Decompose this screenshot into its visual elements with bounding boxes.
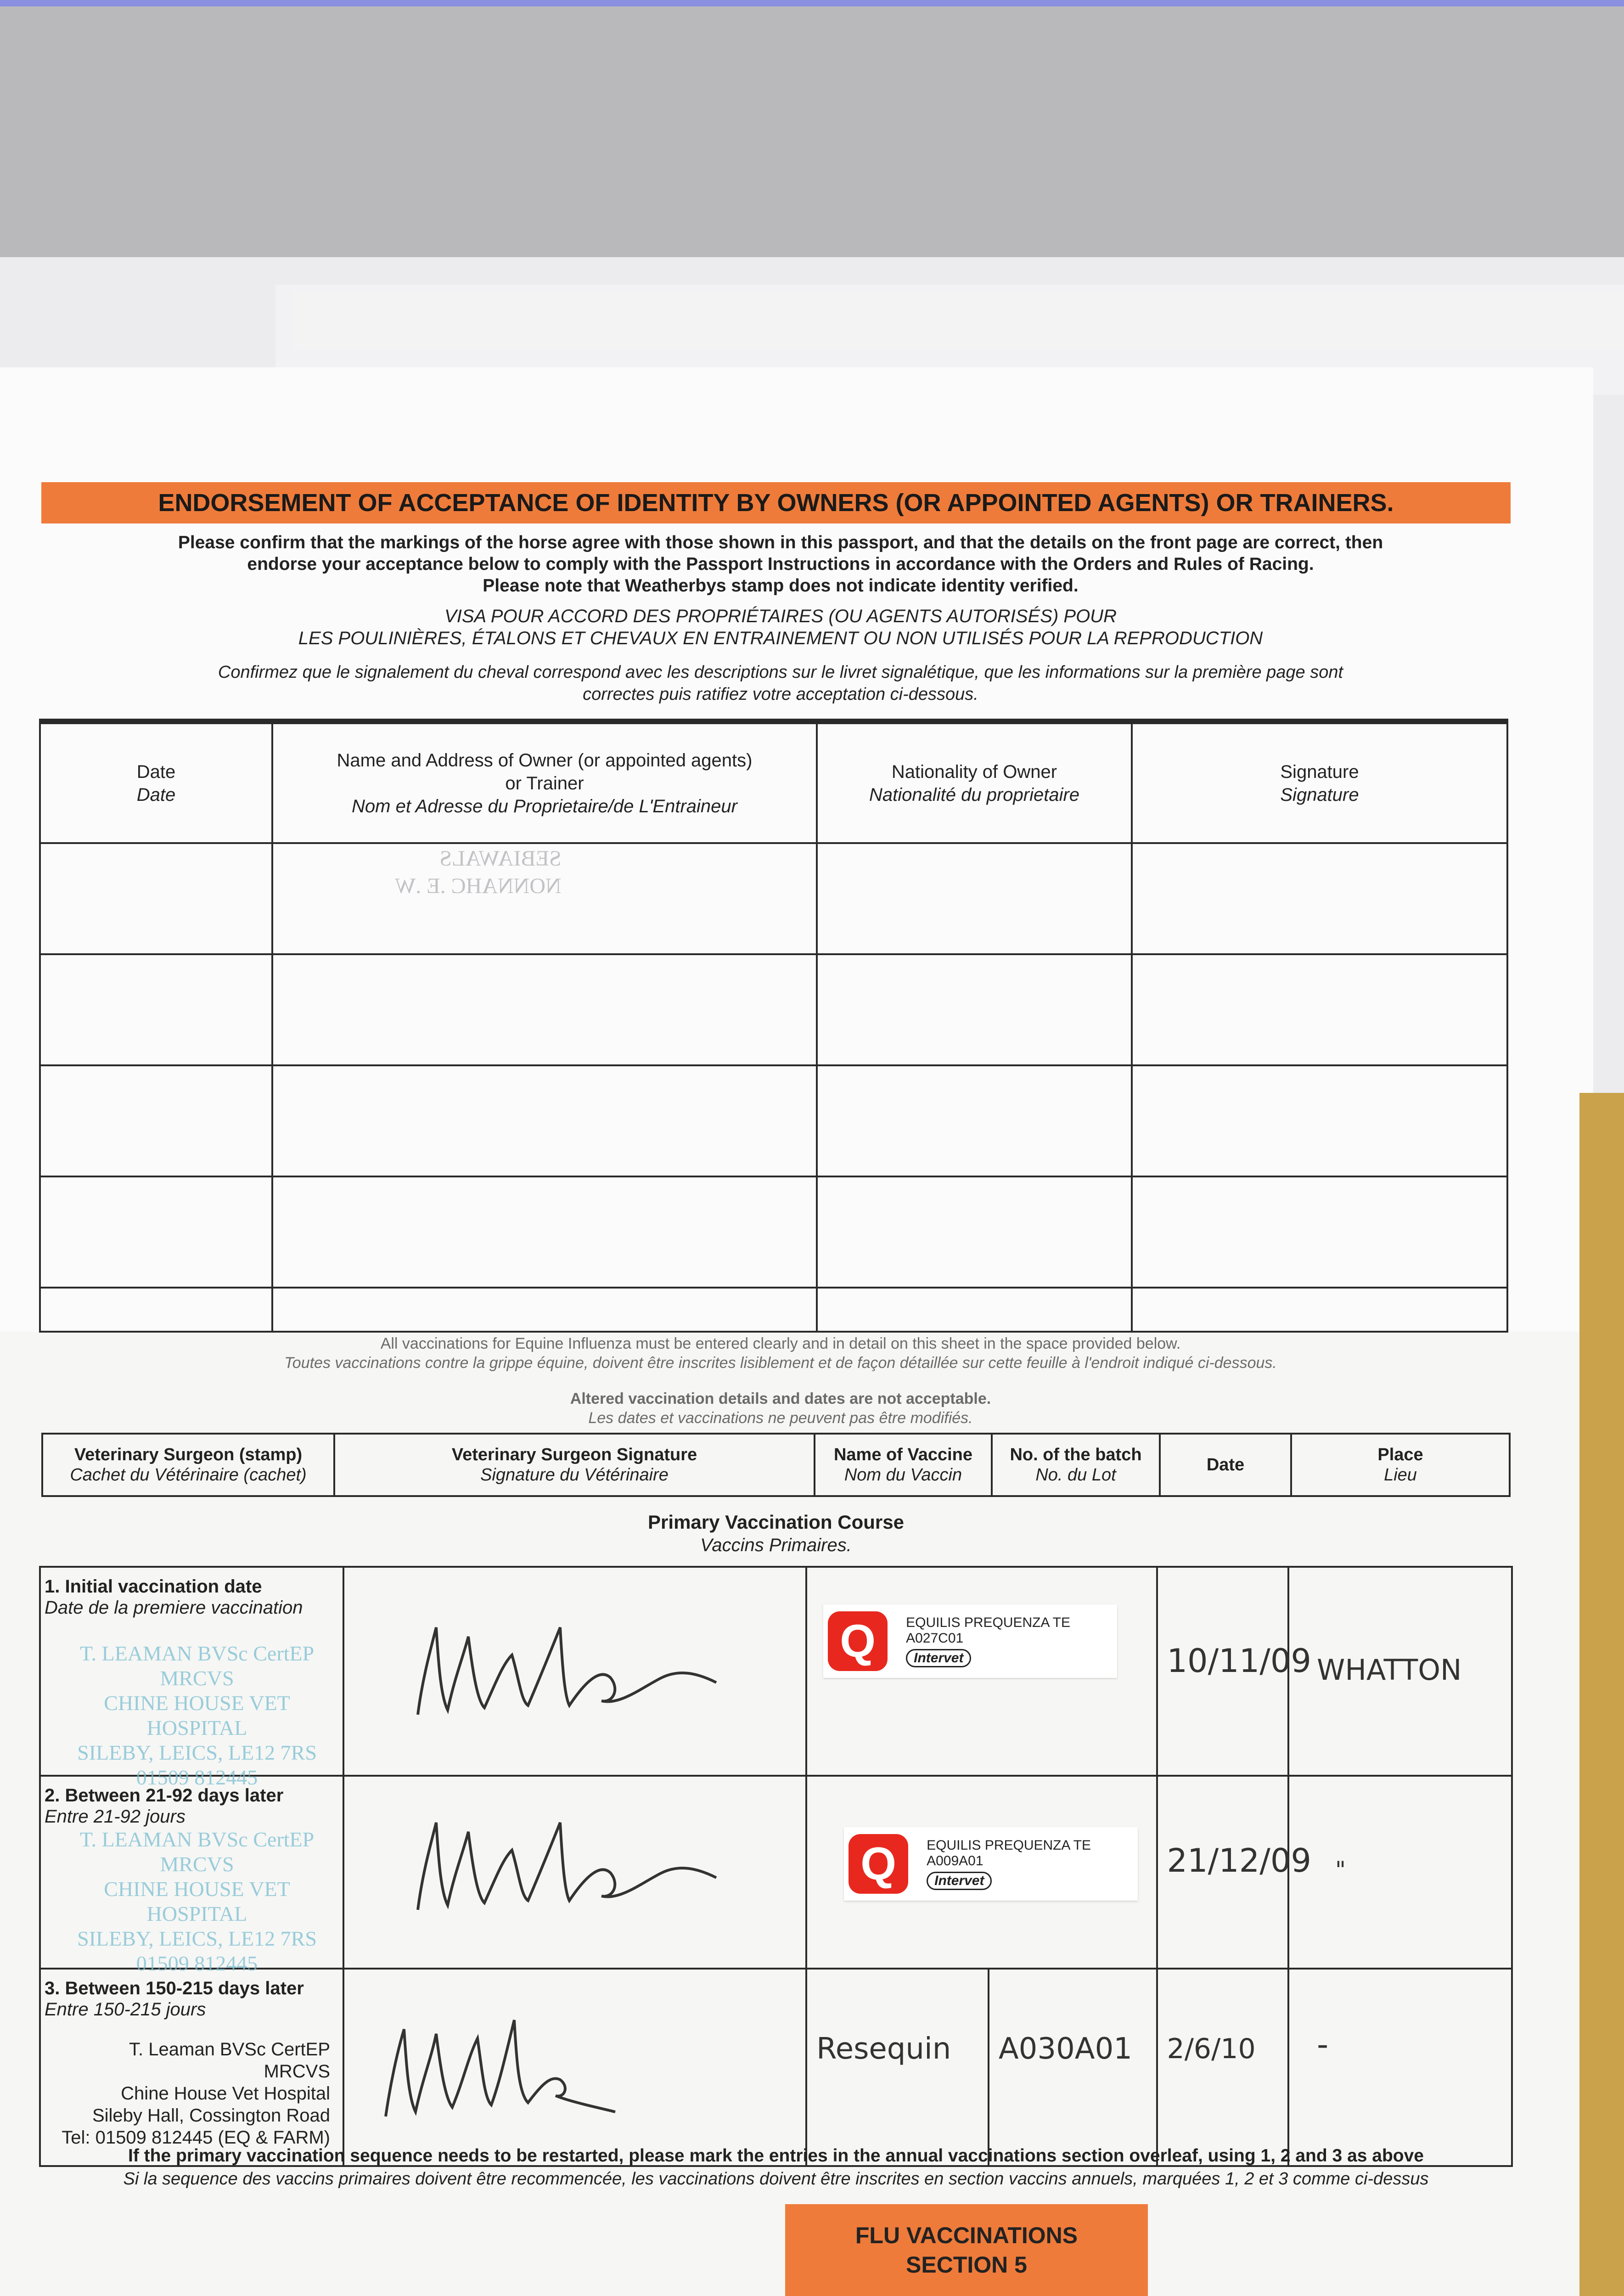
vaccination-date: 21/12/09 — [1167, 1842, 1311, 1880]
altered-en: Altered vaccination details and dates are not acceptable. — [570, 1390, 991, 1407]
stamp-line: CHINE HOUSE VET HOSPITAL — [104, 1877, 290, 1925]
vaccine-cell — [806, 1567, 1157, 1776]
vaccination-place: - — [1317, 2026, 1329, 2063]
vet-signature — [404, 1609, 725, 1728]
cell[interactable] — [817, 1065, 1132, 1176]
cell[interactable] — [1132, 1176, 1507, 1288]
faint-show-through-stamp — [395, 845, 562, 900]
col-place-fr: Lieu — [1384, 1465, 1417, 1485]
instruction-line: Please note that Weatherbys stamp does not indicate identity verified. — [483, 576, 1079, 596]
title-fr — [51, 605, 1511, 649]
signature-cell[interactable] — [343, 1776, 806, 1969]
vaccination-row-2 — [40, 1776, 1512, 1969]
col-date-fr: Date — [136, 784, 176, 805]
owner-row — [40, 954, 1507, 1065]
col-date-en: Date — [1206, 1455, 1245, 1474]
section-tab — [785, 2204, 1148, 2296]
vaccine-q-icon: Q — [849, 1834, 908, 1894]
step-title-fr: Entre 150-215 jours — [45, 1999, 206, 2020]
cell[interactable] — [817, 1288, 1132, 1332]
col-owner-en: Name and Address of Owner (or appointed agents) — [337, 750, 753, 771]
date-cell[interactable] — [1157, 1969, 1289, 2166]
cell[interactable] — [40, 843, 272, 954]
vet-stamp — [59, 2038, 330, 2149]
cell[interactable] — [40, 1065, 272, 1176]
cell[interactable] — [1132, 843, 1507, 954]
altered-fr: Les dates et vaccinations ne peuvent pas être modifiés. — [588, 1409, 973, 1427]
primary-course-title — [41, 1511, 1511, 1557]
batch-cell[interactable] — [989, 1969, 1157, 2166]
batch-number: A027C01 — [906, 1631, 964, 1646]
step-title: 3. Between 150-215 days later — [45, 1978, 304, 1998]
primary-title-en: Primary Vaccination Course — [648, 1511, 904, 1533]
col-vet-signature-en: Veterinary Surgeon Signature — [451, 1445, 697, 1464]
col-vet-signature — [334, 1434, 815, 1496]
col-nationality — [817, 721, 1132, 843]
vet-stamp — [68, 1641, 326, 1790]
stamp-line: Chine House Vet Hospital — [121, 2083, 330, 2104]
vaccine-name: EQUILIS PREQUENZA TE — [927, 1838, 1091, 1853]
col-signature-fr: Signature — [1280, 784, 1359, 805]
vaccination-intro — [51, 1334, 1511, 1373]
sticker-text — [927, 1838, 1091, 1890]
vaccination-header-row — [42, 1434, 1510, 1496]
vet-signature — [404, 1804, 725, 1924]
vaccination-row-1 — [40, 1567, 1512, 1776]
instructions-fr — [51, 661, 1511, 705]
col-vaccine-name-fr: Nom du Vaccin — [844, 1465, 962, 1485]
stamp-line: 01509 812445 — [136, 1952, 258, 1975]
endorsement-title: ENDORSEMENT OF ACCEPTANCE OF IDENTITY BY OWNERS (OR APPOINTED AGENTS) OR TRAINERS. — [41, 482, 1511, 523]
instructions-en — [51, 532, 1511, 597]
step-title-fr: Entre 21-92 jours — [45, 1806, 185, 1827]
step-title: 2. Between 21-92 days later — [45, 1785, 284, 1806]
stamp-line: CHINE HOUSE VET HOSPITAL — [104, 1691, 290, 1739]
vaccine-q-icon: Q — [828, 1611, 888, 1671]
page-edge — [1579, 1093, 1624, 2296]
date-cell[interactable] — [1157, 1567, 1311, 1776]
col-place-en: Place — [1377, 1445, 1423, 1464]
col-owner — [272, 721, 817, 843]
vaccination-header-table — [41, 1433, 1511, 1497]
col-vaccine-name — [815, 1434, 992, 1496]
place-cell[interactable] — [1288, 1776, 1512, 1969]
signature-cell[interactable] — [343, 1567, 806, 1776]
vaccine-name: EQUILIS PREQUENZA TE — [906, 1615, 1070, 1630]
vaccination-place: " — [1335, 1857, 1346, 1883]
instruction-line: endorse your acceptance below to comply with the Passport Instructions in accordance with the Orders and Rules of Racing. — [247, 554, 1314, 574]
vaccination-row-3 — [40, 1969, 1512, 2166]
col-batch-fr: No. du Lot — [1035, 1465, 1116, 1485]
stamp-line: SILEBY, LEICS, LE12 7RS — [77, 1927, 317, 1950]
step-title: 1. Initial vaccination date — [45, 1576, 262, 1597]
batch-number: A030A01 — [998, 2032, 1132, 2066]
col-batch-en: No. of the batch — [1010, 1445, 1142, 1464]
cell[interactable] — [272, 1065, 817, 1176]
col-date — [1160, 1434, 1291, 1496]
intro-fr: Toutes vaccinations contre la grippe équine, doivent être inscrites lisiblement et de façon détaillée sur cette feuille à l'endroit indiqué ci-dessous. — [284, 1354, 1277, 1372]
stamp-line: T. LEAMAN BVSc CertEP MRCVS — [79, 1642, 315, 1690]
title-fr-line: VISA POUR ACCORD DES PROPRIÉTAIRES (OU AGENTS AUTORISÉS) POUR — [444, 606, 1117, 626]
place-cell[interactable] — [1288, 1969, 1512, 2166]
faint-stamp-line: NONNAHC .E .W — [395, 874, 562, 898]
restart-note-en: If the primary vaccination sequence needs to be restarted, please mark the entries in the annual vaccinations section overleaf, using 1, 2 and 3 as above — [128, 2146, 1424, 2166]
col-vet-stamp-en: Veterinary Surgeon (stamp) — [74, 1445, 303, 1464]
owner-row — [40, 1176, 1507, 1288]
brand-logo: Intervet — [927, 1872, 992, 1890]
stamp-line: Sileby Hall, Cossington Road — [92, 2105, 330, 2126]
owner-row — [40, 1288, 1507, 1332]
scan-edge — [0, 0, 1624, 6]
section-line-2: SECTION 5 — [906, 2252, 1027, 2278]
vaccine-sticker — [844, 1827, 1138, 1901]
primary-title-fr: Vaccins Primaires. — [700, 1535, 852, 1555]
cell[interactable] — [817, 954, 1132, 1065]
col-nationality-en: Nationality of Owner — [891, 761, 1057, 782]
col-owner-fr: Nom et Adresse du Proprietaire/de L'Entraineur — [352, 796, 737, 816]
col-place — [1291, 1434, 1510, 1496]
section-line-1: FLU VACCINATIONS — [855, 2223, 1078, 2248]
owner-endorsement-table — [39, 719, 1508, 1333]
col-vet-stamp — [42, 1434, 334, 1496]
col-date-en: Date — [136, 761, 176, 782]
owner-row — [40, 843, 1507, 954]
intro-en: All vaccinations for Equine Influenza must be entered clearly and in detail on this sheet in the space provided below. — [380, 1335, 1181, 1352]
instruction-fr-line: Confirmez que le signalement du cheval correspond avec les descriptions sur le livret signalétique, que les informations sur la première page sont — [218, 663, 1343, 682]
col-vet-signature-fr: Signature du Vétérinaire — [480, 1465, 669, 1485]
title-fr-line: LES POULINIÈRES, ÉTALONS ET CHEVAUX EN ENTRAINEMENT OU NON UTILISÉS POUR LA REPRODUCTION — [298, 628, 1263, 648]
faint-stamp-line: SEBIAWALS — [439, 846, 562, 871]
cell[interactable] — [40, 1288, 272, 1332]
col-signature-en: Signature — [1280, 761, 1359, 782]
cell[interactable] — [40, 954, 272, 1065]
brand-logo: Intervet — [906, 1649, 971, 1667]
cell[interactable] — [272, 1176, 817, 1288]
cell[interactable] — [272, 954, 817, 1065]
step-cell — [40, 1969, 343, 2166]
batch-number: A009A01 — [927, 1853, 983, 1868]
col-owner-en2: or Trainer — [505, 773, 584, 793]
vaccine-sticker — [823, 1604, 1117, 1678]
col-vet-stamp-fr: Cachet du Vétérinaire (cachet) — [70, 1465, 307, 1485]
cell[interactable] — [817, 1176, 1132, 1288]
sticker-text — [906, 1615, 1070, 1667]
cell[interactable] — [1132, 1288, 1507, 1332]
owner-table-header — [40, 721, 1507, 843]
cell[interactable] — [1132, 1065, 1507, 1176]
cell[interactable] — [40, 1176, 272, 1288]
place-cell[interactable] — [1288, 1567, 1512, 1776]
vaccine-name-cell[interactable] — [806, 1969, 989, 2166]
col-nationality-fr: Nationalité du proprietaire — [869, 784, 1080, 805]
step-title-fr: Date de la premiere vaccination — [45, 1598, 303, 1618]
restart-note-fr: Si la sequence des vaccins primaires doivent être recommencée, les vaccinations doivent être inscrites en section vaccins annuels, marquées 1, 2 et 3 comme ci-dessus — [123, 2169, 1429, 2189]
col-batch — [992, 1434, 1160, 1496]
stamp-line: SILEBY, LEICS, LE12 7RS — [77, 1741, 317, 1764]
vet-stamp — [68, 1827, 326, 1976]
vet-signature — [376, 2006, 698, 2126]
vaccination-place: WHATTON — [1317, 1653, 1462, 1687]
cell[interactable] — [272, 1288, 817, 1332]
step-cell — [40, 1776, 343, 1975]
instruction-line: Please confirm that the markings of the horse agree with those shown in this passport, and that the details on the front page are correct, then — [178, 533, 1383, 552]
stamp-line: Tel: 01509 812445 (EQ & FARM) — [62, 2127, 330, 2148]
stamp-line: 01509 812445 — [136, 1766, 258, 1789]
owner-row — [40, 1065, 1507, 1176]
signature-cell[interactable] — [343, 1969, 806, 2166]
stamp-line: T. LEAMAN BVSc CertEP MRCVS — [79, 1828, 315, 1876]
instruction-fr-line: correctes puis ratifiez votre acceptation ci-dessous. — [583, 685, 978, 704]
step-cell — [40, 1567, 343, 1789]
stamp-line: T. Leaman BVSc CertEP MRCVS — [129, 2039, 330, 2082]
vaccine-cell — [806, 1776, 1157, 1969]
date-cell[interactable] — [1157, 1776, 1311, 1969]
vaccination-date: 2/6/10 — [1167, 2033, 1256, 2065]
cell[interactable] — [1132, 954, 1507, 1065]
primary-vaccination-table — [39, 1566, 1513, 2167]
col-vaccine-name-en: Name of Vaccine — [833, 1445, 973, 1464]
col-signature — [1132, 721, 1507, 843]
vaccine-name: Resequin — [816, 2032, 951, 2066]
col-date — [40, 721, 272, 843]
vaccination-date: 10/11/09 — [1167, 1642, 1311, 1680]
altered-note — [51, 1389, 1511, 1428]
cell[interactable] — [817, 843, 1132, 954]
